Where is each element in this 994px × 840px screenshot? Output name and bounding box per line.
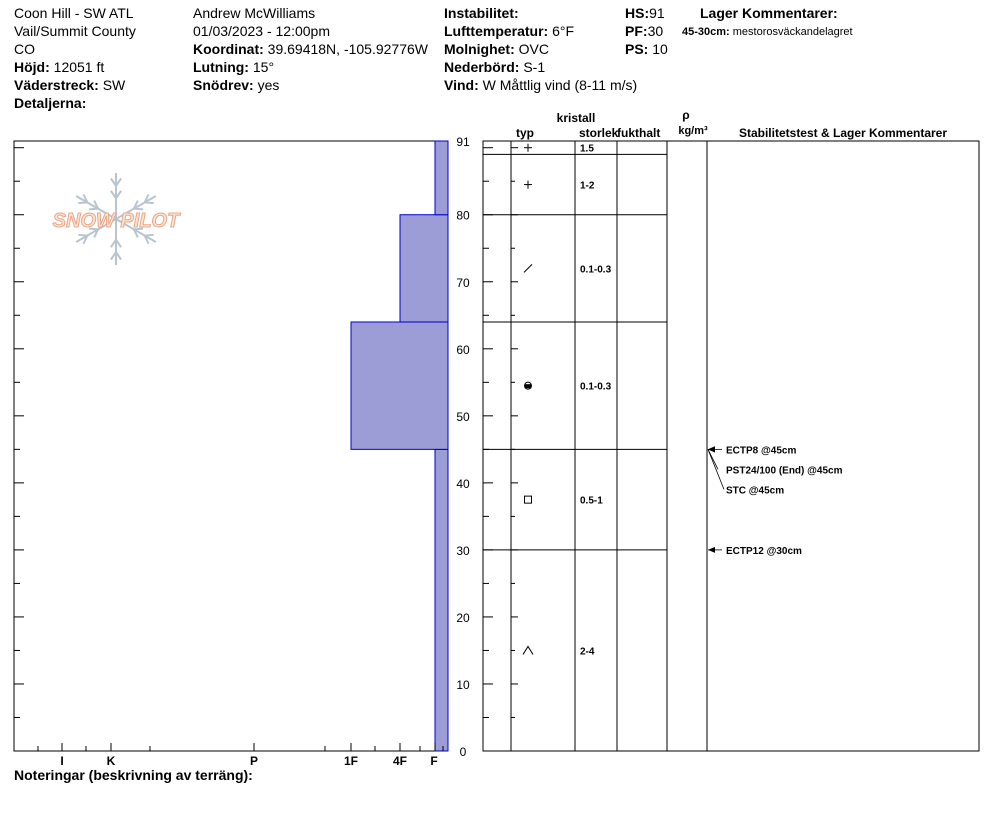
hardness-label-P: P (249, 754, 259, 768)
crystal-size-5: 2-4 (580, 646, 595, 658)
county: Vail/Summit County (14, 23, 136, 39)
ps: PS: 10 (625, 41, 668, 57)
hardness-bar-0 (435, 449, 448, 751)
square-box (525, 496, 532, 503)
crystal-size-2: 0.1-0.3 (580, 264, 612, 276)
y-tick-label-0: 0 (459, 745, 467, 759)
snowpilot-logo (53, 173, 181, 265)
caret-line (523, 646, 533, 654)
hardness-bar-1 (351, 322, 448, 449)
crystal-size-4: 0.5-1 (580, 495, 603, 507)
precipitation: Nederbörd: S-1 (444, 59, 546, 75)
col-density-unit: kg/m³ (678, 125, 708, 137)
crystal-size-1: 1-2 (580, 180, 595, 192)
hardness-bar-2 (400, 215, 448, 322)
hardness-label-1F: 1F (343, 754, 359, 768)
logo-text: SNOW PILOT (52, 210, 180, 232)
y-tick-label-50: 50 (456, 409, 470, 424)
elevation: Höjd: 12051 ft (14, 59, 105, 75)
state: CO (14, 41, 35, 57)
slope: Lutning: 15° (193, 59, 275, 75)
details: Detaljerna: (14, 95, 87, 111)
crystal-rounded-icon (525, 382, 532, 389)
stability-test-label-0: ECTP8 @45cm (726, 445, 797, 457)
y-tick-label-40: 40 (456, 476, 470, 491)
aspect: Väderstreck: SW (14, 77, 126, 93)
flake-branch-1-1-1 (145, 202, 154, 203)
col-stability: Stabilitetstest & Lager Kommentarer (738, 126, 948, 140)
hardness-bar-3 (435, 141, 448, 215)
y-tick-label-70: 70 (456, 275, 470, 290)
hs: HS:91 (625, 5, 665, 21)
test-arrow-icon-3 (708, 547, 715, 553)
hardness-label-I: I (60, 754, 64, 768)
stability-test-label-3: ECTP12 @30cm (726, 545, 802, 557)
coordinates: Koordinat: 39.69418N, -105.92776W (193, 41, 428, 57)
col-storlek: storlek (579, 126, 619, 140)
terrain-notes-label: Noteringar (beskrivning av terräng): (14, 767, 253, 783)
y-tick-label-80: 80 (456, 208, 470, 223)
crystal-plus-icon (524, 144, 532, 152)
rounded-fill (525, 385, 531, 388)
instability: Instabilitet: (444, 5, 519, 21)
hardness-label-F: F (430, 754, 438, 768)
col-rho: ρ (682, 108, 690, 122)
flake-branch-4-1-1 (78, 235, 87, 236)
hardness-label-4F: 4F (392, 754, 408, 768)
crystal-slash-icon (524, 264, 532, 272)
air-temperature: Lufttemperatur: 6°F (444, 23, 575, 39)
stability-test-label-2: STC @45cm (726, 485, 785, 497)
layer-comments-title: Lager Kommentarer: (700, 5, 838, 21)
wind: Vind: W Måttlig vind (8-11 m/s) (444, 77, 638, 93)
col-typ: typ (516, 126, 534, 140)
layer-comment: 45-30cm: mestorosväckandelagret (682, 26, 853, 38)
crystal-caret-icon (523, 646, 533, 654)
pf: PF:30 (625, 23, 664, 39)
observer: Andrew McWilliams (193, 5, 316, 21)
drift: Snödrev: yes (193, 77, 280, 93)
hardness-label-K: K (106, 754, 116, 768)
sky-cover: Molnighet: OVC (444, 41, 549, 57)
y-tick-label-10: 10 (456, 677, 470, 692)
crystal-size-0: 1.5 (580, 143, 594, 155)
col-fukthalt: fukthalt (617, 126, 661, 140)
y-tick-label-30: 30 (456, 543, 470, 558)
y-tick-label-91: 91 (456, 135, 470, 149)
flake-branch-5-1-0 (78, 202, 87, 203)
crystal-plus-icon (524, 181, 532, 189)
test-pointer-2 (708, 449, 724, 489)
y-tick-label-60: 60 (456, 342, 470, 357)
flake-branch-2-1-0 (145, 235, 154, 236)
crystal-size-3: 0.1-0.3 (580, 381, 612, 393)
slash-line (524, 264, 532, 272)
crystal-square-icon (525, 496, 532, 503)
datetime: 01/03/2023 - 12:00pm (193, 23, 330, 39)
site-name: Coon Hill - SW ATL (14, 5, 134, 21)
col-kristall: kristall (556, 111, 596, 125)
y-tick-label-20: 20 (456, 610, 470, 625)
stability-test-label-1: PST24/100 (End) @45cm (726, 465, 843, 477)
